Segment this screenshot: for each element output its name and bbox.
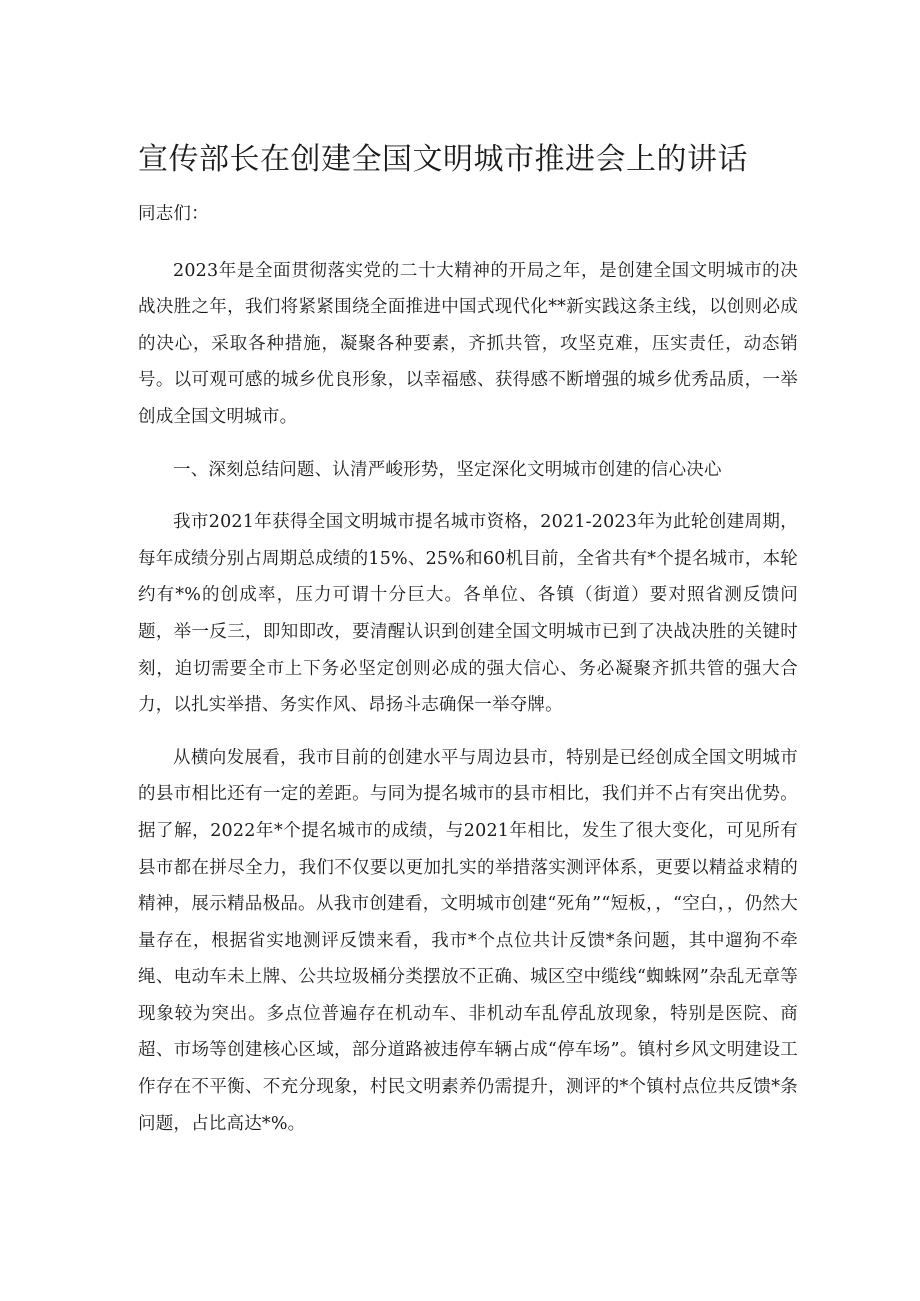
paragraph-intro: 2023年是全面贯彻落实党的二十大精神的开局之年，是创建全国文明城市的决战决胜之年，我们将紧紧围绕全面推进中国式现代化**新实践这条主线，以创则必成的决心，采取各种措施，凝聚各种要素，齐抓共管，攻坚克难，压实责任，动态销号。以可观可感的城乡优良形象，以幸福感、获得感不断增强的城乡优秀品质，一举创成全国文明城市。 xyxy=(138,260,798,427)
section-heading: 一、深刻总结问题、认清严峻形势，坚定深化文明城市创建的信心决心 xyxy=(173,459,722,480)
paragraph-section-2: 从横向发展看，我市目前的创建水平与周边县市，特别是已经创成全国文明城市的县市相比还有一定的差距。与同为提名城市的县市相比，我们并不占有突出优势。据了解，2022年*个提名城市的成绩，与2021年相比，发生了很大变化，可见所有县市都在拼尽全力，我们不仅要以更加扎实的举措落实测评体系，更要以精益求精的精神，展示精品极品。从我市创建看，文明城市创建“死角”“短板，，“空白，，仍然大量存在，根据省实地测评反馈来看，我市*个点位共计反馈*条问题，其中遛狗不牵绳、电动车未上牌、公共垃圾桶分类摆放不正确、城区空中缆线“蜘蛛网”杂乱无章等现象较为突出。多点位普遍存在机动车、非机动车乱停乱放现象，特别是医院、商超、市场等创建核心区域，部分道路被违停车辆占成“停车场”。镇村乡风文明建设工作存在不平衡、不充分现象，村民文明素养仍需提升，测评的*个镇村点位共反馈*条问题，占比高达*%。 xyxy=(138,747,798,1134)
document-title: 宣传部长在创建全国文明城市推进会上的讲话 xyxy=(138,142,748,177)
document-body xyxy=(138,196,798,1142)
paragraph-section-1: 我市2021年获得全国文明城市提名城市资格，2021-2023年为此轮创建周期，每年成绩分别占周期总成绩的15%、25%和60机目前，全省共有*个提名城市，本轮约有*%的创成率，压力可谓十分巨大。各单位、各镇（街道）要对照省测反馈问题，举一反三，即知即改，要清醒认识到创建全国文明城市已到了决战决胜的关键时刻，迫切需要全市上下务必坚定创则必成的强大信心、务必凝聚齐抓共管的强大合力，以扎实举措、务实作风、昂扬斗志确保一举夺牌。 xyxy=(138,512,798,716)
salutation: 同志们： xyxy=(138,204,209,224)
